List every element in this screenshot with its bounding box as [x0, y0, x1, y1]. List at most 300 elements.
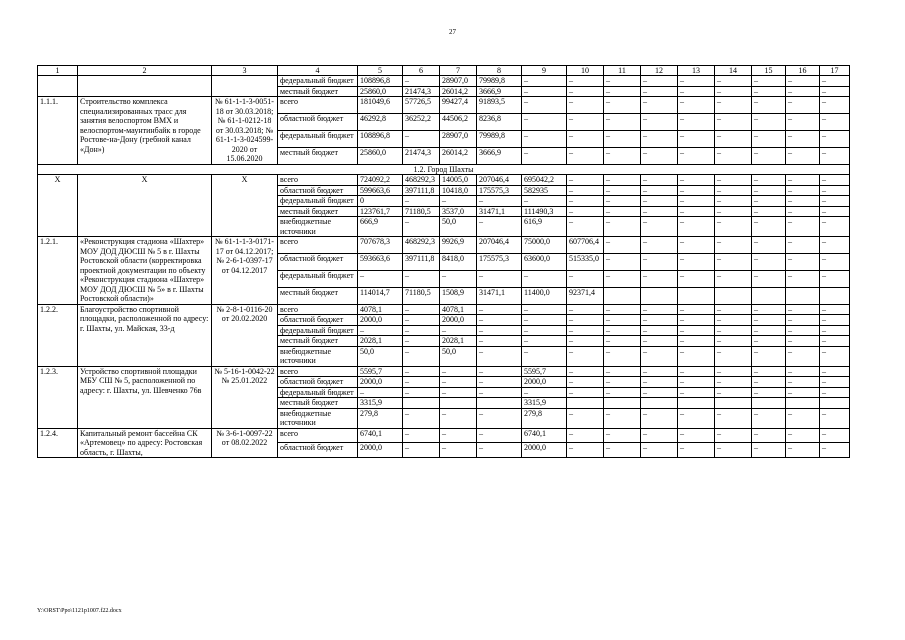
item-name: «Реконструкция стадиона «Шахтер» МОУ ДОД ДЮСШ № 5 в г. Шахты Ростовской области (корректировка проектной документации по объекту «Реконструкция стадиона «Шахтер» МОУ ДОД ДЮСШ № 5» в г. Шахты Ростовской области)»	[78, 237, 212, 305]
column-header: 17	[820, 66, 850, 76]
item-name: Строительство комплекса специализированных трасс для занятия велоспортом ВМХ и велоспортом-маунтинбайк в городе Ростове-на-Дону (гребной канал «Дон»)	[78, 97, 212, 165]
value-cell: –	[820, 304, 850, 315]
value-cell: 91893,5	[477, 97, 522, 114]
value-cell: 31471,1	[477, 206, 522, 217]
value-cell: –	[604, 336, 641, 347]
value-cell: –	[820, 97, 850, 114]
value-cell: –	[604, 76, 641, 87]
value-cell	[786, 287, 820, 304]
value-cell: –	[715, 185, 752, 196]
item-document: № 2-8-1-0116-20 от 20.02.2020	[212, 304, 278, 366]
item-document: № 61-1-1-3-0171-17 от 04.12.2017; № 2-6-1-0397-17 от 04.12.2017	[212, 237, 278, 305]
value-cell: –	[522, 315, 567, 326]
value-cell: 707678,3	[358, 237, 403, 254]
value-cell: –	[786, 147, 820, 164]
value-cell: –	[715, 325, 752, 336]
value-cell: –	[604, 346, 641, 366]
value-cell: –	[567, 443, 604, 458]
value-cell: –	[477, 408, 522, 428]
value-cell: –	[604, 175, 641, 186]
value-cell: –	[522, 97, 567, 114]
footer-path: Y:\ORST\Ppo\1121p1007.f22.docx	[37, 608, 122, 614]
value-cell: –	[641, 304, 678, 315]
value-cell: –	[477, 387, 522, 398]
value-cell: –	[715, 217, 752, 237]
value-cell: –	[641, 86, 678, 97]
value-cell: –	[786, 113, 820, 130]
value-cell: –	[786, 217, 820, 237]
value-cell: –	[715, 196, 752, 207]
value-cell: 5595,7	[522, 366, 567, 377]
table-row	[38, 76, 850, 87]
value-cell: 695042,2	[522, 175, 567, 186]
value-cell: –	[786, 86, 820, 97]
value-cell: 468292,3	[403, 237, 440, 254]
value-cell: –	[403, 315, 440, 326]
value-cell: –	[641, 336, 678, 347]
value-cell: –	[604, 315, 641, 326]
value-cell	[678, 287, 715, 304]
value-cell	[715, 398, 752, 409]
value-cell: –	[641, 185, 678, 196]
value-cell: –	[678, 315, 715, 326]
value-cell: –	[678, 253, 715, 270]
value-cell: 6740,1	[522, 428, 567, 443]
value-cell: –	[786, 185, 820, 196]
value-cell: –	[641, 147, 678, 164]
value-cell: –	[752, 315, 786, 326]
item-name: Устройство спортивной площадки МБУ СШ № 5, расположенной по адресу: г. Шахты, ул. Шевченко 76в	[78, 366, 212, 428]
value-cell: –	[567, 206, 604, 217]
value-cell: –	[604, 408, 641, 428]
value-cell: 79989,8	[477, 76, 522, 87]
value-cell: –	[752, 377, 786, 388]
value-cell: –	[567, 408, 604, 428]
value-cell: –	[786, 428, 820, 443]
value-cell: –	[440, 325, 477, 336]
value-cell: –	[786, 325, 820, 336]
value-cell	[477, 398, 522, 409]
value-cell: 28907,0	[440, 76, 477, 87]
funding-source: областной бюджет	[278, 113, 358, 130]
funding-source: всего	[278, 97, 358, 114]
funding-source: местный бюджет	[278, 86, 358, 97]
item-name: Благоустройство спортивной площадки, расположенной по адресу: г. Шахты, ул. Майская, 33-д	[78, 304, 212, 366]
value-cell: 175575,3	[477, 185, 522, 196]
value-cell: –	[567, 86, 604, 97]
value-cell: –	[715, 304, 752, 315]
value-cell: –	[752, 97, 786, 114]
page-number: 27	[449, 28, 456, 36]
funding-source: областной бюджет	[278, 185, 358, 196]
value-cell: –	[522, 196, 567, 207]
item-number: 1.2.4.	[38, 428, 78, 458]
value-cell: 582935	[522, 185, 567, 196]
value-cell: –	[403, 130, 440, 147]
value-cell: 11400,0	[522, 287, 567, 304]
value-cell: –	[403, 270, 440, 287]
value-cell: 2000,0	[358, 443, 403, 458]
value-cell: –	[604, 443, 641, 458]
value-cell: –	[403, 408, 440, 428]
value-cell: 25860,0	[358, 86, 403, 97]
funding-source: федеральный бюджет	[278, 76, 358, 87]
table-row	[38, 304, 850, 315]
value-cell: –	[820, 253, 850, 270]
value-cell: –	[786, 443, 820, 458]
section-row	[38, 164, 850, 175]
value-cell: 599663,6	[358, 185, 403, 196]
value-cell: –	[820, 377, 850, 388]
value-cell: –	[477, 315, 522, 326]
value-cell: –	[604, 147, 641, 164]
column-header: 2	[78, 66, 212, 76]
value-cell: –	[786, 336, 820, 347]
value-cell: –	[604, 366, 641, 377]
value-cell: 4078,1	[440, 304, 477, 315]
value-cell	[786, 398, 820, 409]
funding-source: местный бюджет	[278, 147, 358, 164]
value-cell: –	[522, 304, 567, 315]
value-cell: –	[477, 196, 522, 207]
value-cell: –	[403, 196, 440, 207]
value-cell: –	[786, 270, 820, 287]
value-cell: 4078,1	[358, 304, 403, 315]
value-cell: 207046,4	[477, 237, 522, 254]
value-cell: –	[641, 408, 678, 428]
value-cell: –	[752, 270, 786, 287]
funding-source: всего	[278, 366, 358, 377]
value-cell: –	[752, 196, 786, 207]
value-cell: –	[752, 428, 786, 443]
funding-source: федеральный бюджет	[278, 270, 358, 287]
value-cell: –	[678, 86, 715, 97]
item-name: Х	[78, 175, 212, 237]
value-cell: –	[477, 428, 522, 443]
value-cell: –	[820, 387, 850, 398]
value-cell: –	[715, 346, 752, 366]
value-cell: –	[715, 336, 752, 347]
value-cell: –	[567, 97, 604, 114]
value-cell: 50,0	[440, 346, 477, 366]
value-cell: –	[752, 175, 786, 186]
value-cell: –	[786, 196, 820, 207]
funding-source: областной бюджет	[278, 315, 358, 326]
value-cell: –	[567, 377, 604, 388]
value-cell: –	[715, 387, 752, 398]
value-cell: –	[403, 377, 440, 388]
value-cell: –	[403, 217, 440, 237]
value-cell: –	[567, 175, 604, 186]
value-cell: –	[403, 325, 440, 336]
value-cell: –	[641, 175, 678, 186]
table-row	[38, 175, 850, 186]
value-cell: –	[715, 86, 752, 97]
value-cell: –	[715, 377, 752, 388]
value-cell: 0	[358, 196, 403, 207]
value-cell: –	[604, 206, 641, 217]
value-cell: –	[567, 336, 604, 347]
value-cell: –	[403, 76, 440, 87]
value-cell: –	[522, 76, 567, 87]
value-cell: 8236,8	[477, 113, 522, 130]
column-header: 4	[278, 66, 358, 76]
value-cell: –	[522, 336, 567, 347]
value-cell: –	[477, 443, 522, 458]
funding-source: местный бюджет	[278, 336, 358, 347]
value-cell: –	[715, 113, 752, 130]
value-cell: –	[820, 315, 850, 326]
value-cell: 6740,1	[358, 428, 403, 443]
table-row	[38, 237, 850, 254]
empty-cell	[212, 76, 278, 97]
value-cell: –	[678, 443, 715, 458]
value-cell: –	[715, 408, 752, 428]
value-cell: –	[440, 387, 477, 398]
value-cell: –	[786, 97, 820, 114]
value-cell: –	[820, 86, 850, 97]
value-cell: 26014,2	[440, 86, 477, 97]
value-cell: –	[678, 325, 715, 336]
value-cell: –	[567, 270, 604, 287]
value-cell	[641, 398, 678, 409]
value-cell: –	[752, 217, 786, 237]
value-cell: 26014,2	[440, 147, 477, 164]
value-cell: –	[641, 196, 678, 207]
value-cell: –	[752, 130, 786, 147]
value-cell: –	[358, 387, 403, 398]
value-cell: –	[715, 253, 752, 270]
value-cell: –	[820, 185, 850, 196]
value-cell	[752, 398, 786, 409]
value-cell: –	[641, 130, 678, 147]
value-cell: –	[752, 346, 786, 366]
funding-source: всего	[278, 428, 358, 443]
item-document: № 5-16-1-0042-22 № 25.01.2022	[212, 366, 278, 428]
table-row	[38, 428, 850, 443]
value-cell: –	[715, 97, 752, 114]
column-header: 10	[567, 66, 604, 76]
value-cell: –	[715, 270, 752, 287]
value-cell: 2000,0	[522, 377, 567, 388]
value-cell: –	[786, 175, 820, 186]
funding-source: областной бюджет	[278, 377, 358, 388]
value-cell: –	[641, 443, 678, 458]
value-cell: 71180,5	[403, 206, 440, 217]
value-cell: –	[786, 408, 820, 428]
value-cell: –	[786, 315, 820, 326]
value-cell: –	[604, 270, 641, 287]
value-cell: –	[604, 196, 641, 207]
value-cell: –	[440, 408, 477, 428]
item-number: 1.2.3.	[38, 366, 78, 428]
column-header: 5	[358, 66, 403, 76]
value-cell: –	[715, 175, 752, 186]
value-cell: –	[820, 130, 850, 147]
value-cell: –	[567, 428, 604, 443]
value-cell: 44506,2	[440, 113, 477, 130]
table-row	[38, 97, 850, 114]
value-cell: –	[678, 130, 715, 147]
value-cell: –	[567, 387, 604, 398]
value-cell: 10418,0	[440, 185, 477, 196]
value-cell: –	[715, 206, 752, 217]
value-cell: –	[786, 366, 820, 377]
value-cell: 2028,1	[358, 336, 403, 347]
value-cell: –	[752, 206, 786, 217]
value-cell: 111490,3	[522, 206, 567, 217]
value-cell: 9926,9	[440, 237, 477, 254]
value-cell: 114014,7	[358, 287, 403, 304]
item-document: № 61-1-1-3-0051-18 от 30.03.2018; № 61-1-0212-18 от 30.03.2018; № 61-1-1-3-024599-2020 от 15.06.2020	[212, 97, 278, 165]
value-cell: –	[567, 315, 604, 326]
value-cell: –	[567, 217, 604, 237]
value-cell: –	[641, 237, 678, 254]
value-cell: –	[678, 304, 715, 315]
value-cell: –	[678, 196, 715, 207]
item-number: 1.1.1.	[38, 97, 78, 165]
value-cell: –	[715, 428, 752, 443]
value-cell: –	[641, 346, 678, 366]
column-header: 15	[752, 66, 786, 76]
value-cell: –	[440, 270, 477, 287]
value-cell: 8418,0	[440, 253, 477, 270]
value-cell: –	[715, 76, 752, 87]
item-number: 1.2.2.	[38, 304, 78, 366]
empty-cell	[38, 76, 78, 97]
value-cell: –	[678, 387, 715, 398]
value-cell: –	[567, 76, 604, 87]
value-cell: –	[604, 237, 641, 254]
value-cell: 63600,0	[522, 253, 567, 270]
funding-source: всего	[278, 304, 358, 315]
item-name: Капитальный ремонт бассейна СК «Артемовец» по адресу: Ростовская область, г. Шахты,	[78, 428, 212, 458]
value-cell: –	[820, 443, 850, 458]
value-cell: 616,9	[522, 217, 567, 237]
value-cell: 3315,9	[522, 398, 567, 409]
value-cell: –	[820, 175, 850, 186]
value-cell: –	[604, 217, 641, 237]
value-cell: –	[678, 428, 715, 443]
value-cell: 593663,6	[358, 253, 403, 270]
value-cell: –	[678, 97, 715, 114]
value-cell	[403, 398, 440, 409]
value-cell: –	[678, 408, 715, 428]
value-cell	[567, 398, 604, 409]
value-cell: –	[678, 217, 715, 237]
value-cell: –	[604, 97, 641, 114]
value-cell: –	[678, 206, 715, 217]
value-cell: –	[641, 113, 678, 130]
value-cell: –	[752, 336, 786, 347]
value-cell: –	[786, 304, 820, 315]
column-header: 3	[212, 66, 278, 76]
value-cell: –	[715, 147, 752, 164]
value-cell: –	[715, 315, 752, 326]
value-cell: –	[440, 428, 477, 443]
section-title: 1.2. Город Шахты	[38, 164, 850, 175]
value-cell: –	[752, 147, 786, 164]
column-header: 1	[38, 66, 78, 76]
value-cell	[820, 398, 850, 409]
value-cell: –	[477, 270, 522, 287]
value-cell: –	[820, 76, 850, 87]
value-cell: –	[752, 366, 786, 377]
value-cell	[604, 287, 641, 304]
value-cell	[604, 398, 641, 409]
value-cell: –	[604, 428, 641, 443]
value-cell: –	[567, 304, 604, 315]
value-cell: –	[752, 253, 786, 270]
value-cell: –	[567, 346, 604, 366]
value-cell: –	[820, 147, 850, 164]
value-cell: 28907,0	[440, 130, 477, 147]
value-cell: 50,0	[440, 217, 477, 237]
value-cell: –	[604, 86, 641, 97]
item-document: Х	[212, 175, 278, 237]
value-cell: –	[477, 336, 522, 347]
value-cell: –	[477, 346, 522, 366]
value-cell: –	[403, 428, 440, 443]
value-cell: 92371,4	[567, 287, 604, 304]
value-cell: –	[786, 346, 820, 366]
value-cell: –	[820, 325, 850, 336]
value-cell: 57726,5	[403, 97, 440, 114]
value-cell: –	[641, 366, 678, 377]
value-cell: –	[752, 304, 786, 315]
value-cell	[820, 287, 850, 304]
funding-source: внебюджетные источники	[278, 408, 358, 428]
value-cell: –	[678, 147, 715, 164]
value-cell: –	[477, 377, 522, 388]
value-cell: –	[820, 113, 850, 130]
value-cell: –	[786, 76, 820, 87]
value-cell: –	[820, 428, 850, 443]
value-cell: –	[752, 408, 786, 428]
value-cell: 2000,0	[358, 377, 403, 388]
value-cell: –	[678, 76, 715, 87]
value-cell: 397111,8	[403, 253, 440, 270]
value-cell: –	[678, 270, 715, 287]
funding-source: федеральный бюджет	[278, 387, 358, 398]
value-cell: 25860,0	[358, 147, 403, 164]
value-cell: –	[440, 366, 477, 377]
value-cell: 279,8	[358, 408, 403, 428]
value-cell: 2000,0	[440, 315, 477, 326]
value-cell: 123761,7	[358, 206, 403, 217]
value-cell: –	[678, 175, 715, 186]
funding-source: местный бюджет	[278, 287, 358, 304]
value-cell: 50,0	[358, 346, 403, 366]
value-cell: –	[820, 237, 850, 254]
value-cell: –	[752, 76, 786, 87]
value-cell: 31471,1	[477, 287, 522, 304]
empty-cell	[78, 76, 212, 97]
value-cell: –	[604, 325, 641, 336]
value-cell: –	[641, 315, 678, 326]
value-cell: –	[567, 130, 604, 147]
funding-source: всего	[278, 175, 358, 186]
item-document: № 3-6-1-0097-22 от 08.02.2022	[212, 428, 278, 458]
column-header: 12	[641, 66, 678, 76]
value-cell: –	[477, 217, 522, 237]
value-cell: –	[786, 253, 820, 270]
value-cell: –	[641, 387, 678, 398]
value-cell: –	[358, 270, 403, 287]
value-cell: –	[786, 130, 820, 147]
item-number: 1.2.1.	[38, 237, 78, 305]
value-cell: –	[440, 196, 477, 207]
